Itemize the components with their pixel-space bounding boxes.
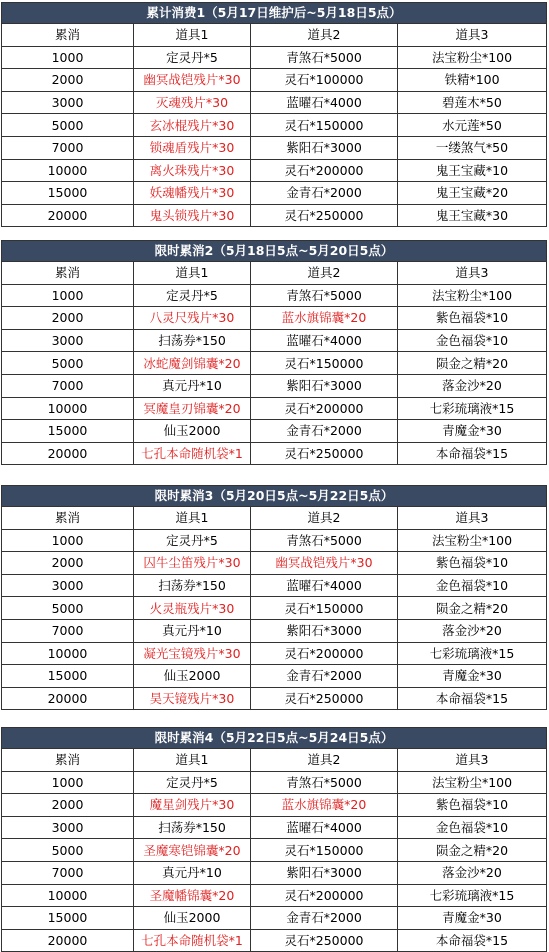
column-header: 道具1 <box>134 507 251 530</box>
spend-cell: 10000 <box>2 642 134 665</box>
item1-cell: 冥魔皇刃锦囊*20 <box>134 397 251 420</box>
item1-cell: 昊天镜残片*30 <box>134 687 251 710</box>
spend-cell: 2000 <box>2 69 134 92</box>
item2-cell: 青煞石*5000 <box>251 529 398 552</box>
item3-cell: 青魔金*30 <box>398 907 547 930</box>
item3-cell: 陨金之精*20 <box>398 352 547 375</box>
item1-cell: 魔星剑残片*30 <box>134 794 251 817</box>
spend-cell: 1000 <box>2 771 134 794</box>
table-title-row <box>2 241 547 262</box>
column-header: 道具3 <box>398 507 547 530</box>
item2-cell: 幽冥战铠残片*30 <box>251 552 398 575</box>
item3-cell: 陨金之精*20 <box>398 597 547 620</box>
item2-cell: 灵石*200000 <box>251 884 398 907</box>
item3-cell: 陨金之精*20 <box>398 839 547 862</box>
item3-cell: 七彩琉璃液*15 <box>398 642 547 665</box>
item3-cell: 碧莲木*50 <box>398 91 547 114</box>
spend-cell: 5000 <box>2 352 134 375</box>
spend-cell: 2000 <box>2 552 134 575</box>
item1-cell: 定灵丹*5 <box>134 529 251 552</box>
spend-cell: 15000 <box>2 907 134 930</box>
spend-cell: 5000 <box>2 114 134 137</box>
item1-cell: 幽冥战铠残片*30 <box>134 69 251 92</box>
spend-cell: 10000 <box>2 884 134 907</box>
column-header: 累消 <box>2 507 134 530</box>
item2-cell: 蓝曜石*4000 <box>251 329 398 352</box>
column-header: 道具3 <box>398 749 547 772</box>
spend-cell: 7000 <box>2 374 134 397</box>
item3-cell: 落金沙*20 <box>398 619 547 642</box>
table-row <box>2 159 547 182</box>
item2-cell: 青煞石*5000 <box>251 284 398 307</box>
item2-cell: 青煞石*5000 <box>251 46 398 69</box>
item2-cell: 灵石*100000 <box>251 69 398 92</box>
table-row <box>2 374 547 397</box>
table-row <box>2 574 547 597</box>
reward-table-2 <box>1 240 547 465</box>
item1-cell: 真元丹*10 <box>134 861 251 884</box>
table-row <box>2 284 547 307</box>
item3-cell: 法宝粉尘*100 <box>398 284 547 307</box>
item2-cell: 紫阳石*3000 <box>251 136 398 159</box>
column-header: 道具1 <box>134 749 251 772</box>
item1-cell: 火灵瓶残片*30 <box>134 597 251 620</box>
item2-cell: 灵石*250000 <box>251 929 398 952</box>
item1-cell: 定灵丹*5 <box>134 46 251 69</box>
item2-cell: 灵石*150000 <box>251 114 398 137</box>
item1-cell: 圣魔寒铠锦囊*20 <box>134 839 251 862</box>
table-row <box>2 839 547 862</box>
item3-cell: 金色福袋*10 <box>398 816 547 839</box>
table-title-row <box>2 3 547 24</box>
spend-cell: 2000 <box>2 307 134 330</box>
item1-cell: 圣魔幡锦囊*20 <box>134 884 251 907</box>
item1-cell: 八灵尺残片*30 <box>134 307 251 330</box>
item3-cell: 青魔金*30 <box>398 665 547 688</box>
spend-cell: 20000 <box>2 687 134 710</box>
item1-cell: 扫荡券*150 <box>134 816 251 839</box>
column-header: 累消 <box>2 24 134 47</box>
table-row <box>2 69 547 92</box>
table-row <box>2 46 547 69</box>
item2-cell: 灵石*250000 <box>251 442 398 465</box>
table-row <box>2 329 547 352</box>
spend-cell: 5000 <box>2 839 134 862</box>
column-header: 道具1 <box>134 262 251 285</box>
item1-cell: 真元丹*10 <box>134 619 251 642</box>
column-header: 道具2 <box>251 24 398 47</box>
item3-cell: 青魔金*30 <box>398 420 547 443</box>
item2-cell: 蓝水旗锦囊*20 <box>251 794 398 817</box>
item2-cell: 灵石*200000 <box>251 397 398 420</box>
item2-cell: 蓝曜石*4000 <box>251 816 398 839</box>
item2-cell: 紫阳石*3000 <box>251 861 398 884</box>
spend-cell: 3000 <box>2 816 134 839</box>
item3-cell: 本命福袋*15 <box>398 687 547 710</box>
column-header-row <box>2 24 547 47</box>
table-row <box>2 91 547 114</box>
table-row <box>2 529 547 552</box>
table-row <box>2 907 547 930</box>
item3-cell: 鬼王宝藏*20 <box>398 182 547 205</box>
item2-cell: 蓝水旗锦囊*20 <box>251 307 398 330</box>
table-row <box>2 397 547 420</box>
spend-cell: 15000 <box>2 420 134 443</box>
item1-cell: 离火珠残片*30 <box>134 159 251 182</box>
item3-cell: 法宝粉尘*100 <box>398 771 547 794</box>
item3-cell: 紫色福袋*10 <box>398 552 547 575</box>
item1-cell: 真元丹*10 <box>134 374 251 397</box>
table-row <box>2 794 547 817</box>
table-row <box>2 816 547 839</box>
column-header: 道具2 <box>251 262 398 285</box>
item3-cell: 一缕煞气*50 <box>398 136 547 159</box>
spend-cell: 7000 <box>2 861 134 884</box>
table-row <box>2 182 547 205</box>
item3-cell: 金色福袋*10 <box>398 574 547 597</box>
table-row <box>2 136 547 159</box>
item1-cell: 定灵丹*5 <box>134 771 251 794</box>
item3-cell: 法宝粉尘*100 <box>398 46 547 69</box>
item2-cell: 蓝曜石*4000 <box>251 574 398 597</box>
item1-cell: 仙玉2000 <box>134 665 251 688</box>
item2-cell: 金青石*2000 <box>251 182 398 205</box>
table-row <box>2 307 547 330</box>
item3-cell: 金色福袋*10 <box>398 329 547 352</box>
column-header: 道具1 <box>134 24 251 47</box>
spend-cell: 20000 <box>2 442 134 465</box>
spend-cell: 1000 <box>2 529 134 552</box>
spend-cell: 15000 <box>2 182 134 205</box>
column-header: 累消 <box>2 749 134 772</box>
item2-cell: 灵石*250000 <box>251 204 398 227</box>
table-row <box>2 442 547 465</box>
item1-cell: 囚牛尘笛残片*30 <box>134 552 251 575</box>
item1-cell: 凝光宝镜残片*30 <box>134 642 251 665</box>
item2-cell: 灵石*200000 <box>251 642 398 665</box>
table-row <box>2 771 547 794</box>
item1-cell: 妖魂幡残片*30 <box>134 182 251 205</box>
table-row <box>2 552 547 575</box>
table-title: 累计消费1（5月17日维护后~5月18日5点） <box>2 3 547 24</box>
table-row <box>2 665 547 688</box>
spend-cell: 3000 <box>2 574 134 597</box>
spend-cell: 2000 <box>2 794 134 817</box>
item1-cell: 鬼头锁残片*30 <box>134 204 251 227</box>
item2-cell: 金青石*2000 <box>251 907 398 930</box>
spend-cell: 1000 <box>2 284 134 307</box>
item2-cell: 青煞石*5000 <box>251 771 398 794</box>
item1-cell: 锁魂盾残片*30 <box>134 136 251 159</box>
table-row <box>2 420 547 443</box>
spend-cell: 10000 <box>2 397 134 420</box>
item1-cell: 七孔本命随机袋*1 <box>134 442 251 465</box>
table-title: 限时累消4（5月22日5点~5月24日5点） <box>2 728 547 749</box>
spend-cell: 3000 <box>2 91 134 114</box>
spend-cell: 10000 <box>2 159 134 182</box>
table-row <box>2 619 547 642</box>
item1-cell: 扫荡券*150 <box>134 329 251 352</box>
spend-cell: 5000 <box>2 597 134 620</box>
item3-cell: 本命福袋*15 <box>398 929 547 952</box>
column-header: 道具3 <box>398 262 547 285</box>
table-title: 限时累消2（5月18日5点~5月20日5点） <box>2 241 547 262</box>
table-title: 限时累消3（5月20日5点~5月22日5点） <box>2 486 547 507</box>
item3-cell: 鬼王宝藏*10 <box>398 159 547 182</box>
item2-cell: 蓝曜石*4000 <box>251 91 398 114</box>
item1-cell: 定灵丹*5 <box>134 284 251 307</box>
item2-cell: 灵石*150000 <box>251 839 398 862</box>
column-header-row <box>2 507 547 530</box>
table-row <box>2 597 547 620</box>
item1-cell: 七孔本命随机袋*1 <box>134 929 251 952</box>
table-row <box>2 204 547 227</box>
item2-cell: 灵石*150000 <box>251 597 398 620</box>
item3-cell: 落金沙*20 <box>398 374 547 397</box>
column-header: 累消 <box>2 262 134 285</box>
spend-cell: 20000 <box>2 204 134 227</box>
spend-cell: 7000 <box>2 136 134 159</box>
column-header-row <box>2 262 547 285</box>
reward-table-3 <box>1 485 547 710</box>
item2-cell: 金青石*2000 <box>251 665 398 688</box>
item2-cell: 金青石*2000 <box>251 420 398 443</box>
item1-cell: 玄冰棍残片*30 <box>134 114 251 137</box>
table-row <box>2 114 547 137</box>
item1-cell: 灭魂残片*30 <box>134 91 251 114</box>
item1-cell: 冰蛇魔剑锦囊*20 <box>134 352 251 375</box>
table-row <box>2 642 547 665</box>
reward-table-4 <box>1 727 547 952</box>
spend-cell: 3000 <box>2 329 134 352</box>
spend-cell: 20000 <box>2 929 134 952</box>
item2-cell: 灵石*150000 <box>251 352 398 375</box>
item3-cell: 鬼王宝藏*30 <box>398 204 547 227</box>
spend-cell: 7000 <box>2 619 134 642</box>
item3-cell: 紫色福袋*10 <box>398 307 547 330</box>
spend-cell: 1000 <box>2 46 134 69</box>
item3-cell: 本命福袋*15 <box>398 442 547 465</box>
table-row <box>2 687 547 710</box>
table-row <box>2 352 547 375</box>
item3-cell: 七彩琉璃液*15 <box>398 884 547 907</box>
item2-cell: 紫阳石*3000 <box>251 619 398 642</box>
item2-cell: 灵石*250000 <box>251 687 398 710</box>
table-title-row <box>2 728 547 749</box>
table-row <box>2 861 547 884</box>
item3-cell: 紫色福袋*10 <box>398 794 547 817</box>
item1-cell: 仙玉2000 <box>134 907 251 930</box>
table-row <box>2 884 547 907</box>
item2-cell: 紫阳石*3000 <box>251 374 398 397</box>
item1-cell: 扫荡券*150 <box>134 574 251 597</box>
item3-cell: 七彩琉璃液*15 <box>398 397 547 420</box>
column-header: 道具2 <box>251 749 398 772</box>
reward-table-1 <box>1 2 547 227</box>
table-title-row <box>2 486 547 507</box>
column-header: 道具3 <box>398 24 547 47</box>
table-row <box>2 929 547 952</box>
item2-cell: 灵石*200000 <box>251 159 398 182</box>
spend-cell: 15000 <box>2 665 134 688</box>
item3-cell: 落金沙*20 <box>398 861 547 884</box>
item1-cell: 仙玉2000 <box>134 420 251 443</box>
column-header-row <box>2 749 547 772</box>
item3-cell: 法宝粉尘*100 <box>398 529 547 552</box>
item3-cell: 水元莲*50 <box>398 114 547 137</box>
item3-cell: 铁精*100 <box>398 69 547 92</box>
column-header: 道具2 <box>251 507 398 530</box>
